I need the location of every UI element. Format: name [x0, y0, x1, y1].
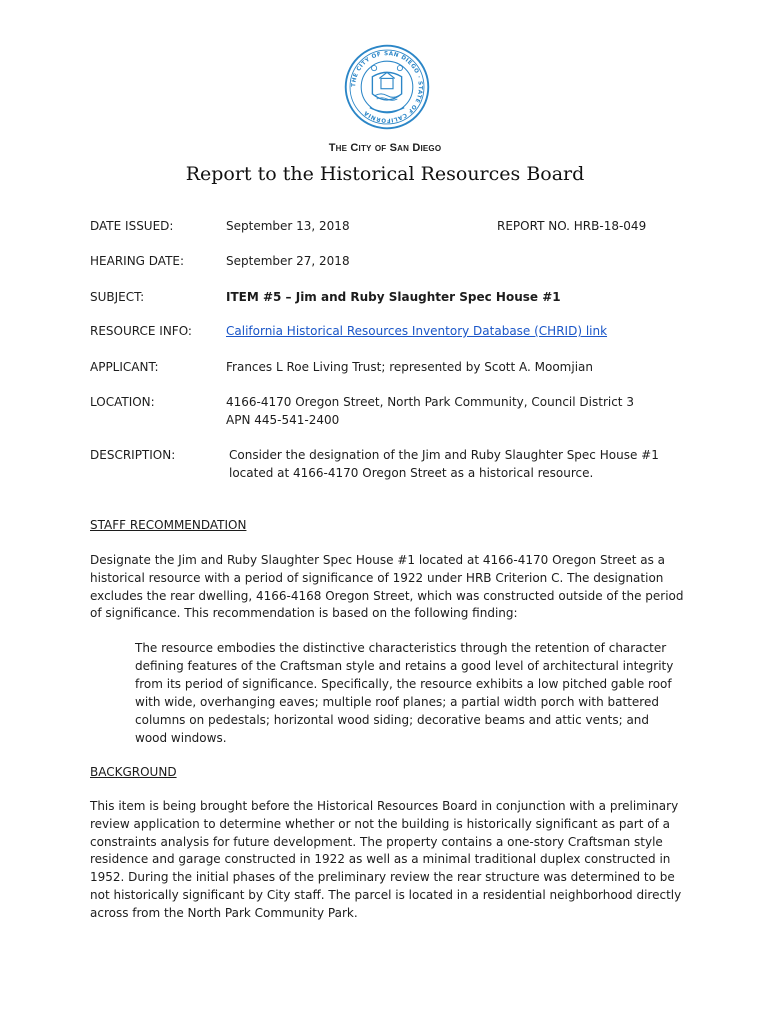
staff-recommendation-heading: STAFF RECOMMENDATION — [90, 518, 247, 532]
city-seal-logo — [344, 44, 430, 130]
subject-value: ITEM #5 – Jim and Ruby Slaughter Spec House #1 — [226, 290, 561, 304]
staff-recommendation-body: Designate the Jim and Ruby Slaughter Spec House #1 located at 4166-4170 Oregon Street as a historical resource with a period of significance of 1922 under HRB Criterion C. The designation excludes the rear dwelling, 4166-4168 Oregon Street, which was constructed outside of the period of significance. This recommendation is based on the following finding: — [90, 553, 684, 621]
subject-label: SUBJECT: — [90, 290, 145, 304]
finding-text: The resource embodies the distinctive characteristics through the retention of character defining features of the Craftsman style and retains a good level of architectural integrity from its period of significance. Specifically, the resource exhibits a low pitched gable roof with wide, overhanging eaves; multiple roof planes; a partial width porch with battered columns on pedestals; horizontal wood siding; decorative beams and attic vents; and wood windows. — [135, 641, 674, 745]
report-title: Report to the Historical Resources Board — [185, 163, 585, 185]
city-name: The City of San Diego — [328, 142, 442, 154]
report-number: REPORT NO. HRB-18-049 — [497, 219, 647, 233]
location-line2: APN 445-541-2400 — [226, 413, 340, 427]
hearing-date-label: HEARING DATE: — [90, 254, 185, 268]
background-body: This item is being brought before the Historical Resources Board in conjunction with a preliminary review application to determine whether or not the building is historically significant as part of a constraints analysis for future development. The property contains a one-story Craftsman style residence and garage constructed in 1922 as well as a minimal traditional duplex constructed in 1952. During the initial phases of the preliminary review the rear structure was determined to be not historically significant by City staff. The parcel is located in a residential neighborhood directly across from the North Park Community Park. — [90, 799, 682, 920]
background-heading: BACKGROUND — [90, 765, 177, 779]
resource-info-label: RESOURCE INFO: — [90, 324, 192, 338]
applicant-label: APPLICANT: — [90, 360, 159, 374]
location-line1: 4166-4170 Oregon Street, North Park Community, Council District 3 — [226, 395, 634, 409]
location-label: LOCATION: — [90, 395, 155, 409]
applicant-value: Frances L Roe Living Trust; represented by Scott A. Moomjian — [226, 360, 593, 374]
resource-info-value — [226, 322, 676, 340]
svg-text:THE CITY OF SAN DIEGO · STATE: THE CITY OF SAN DIEGO · STATE OF CALIFORNIA — [351, 51, 423, 123]
description-value: Consider the designation of the Jim and Ruby Slaughter Spec House #1 located at 4166-4170 Oregon Street as a historical resource. — [229, 448, 659, 480]
date-issued-value: September 13, 2018 — [226, 219, 350, 233]
hearing-date-value: September 27, 2018 — [226, 254, 350, 268]
description-label: DESCRIPTION: — [90, 448, 176, 462]
chrid-link[interactable]: California Historical Resources Inventory Database (CHRID) link — [226, 324, 608, 338]
date-issued-label: DATE ISSUED: — [90, 219, 174, 233]
